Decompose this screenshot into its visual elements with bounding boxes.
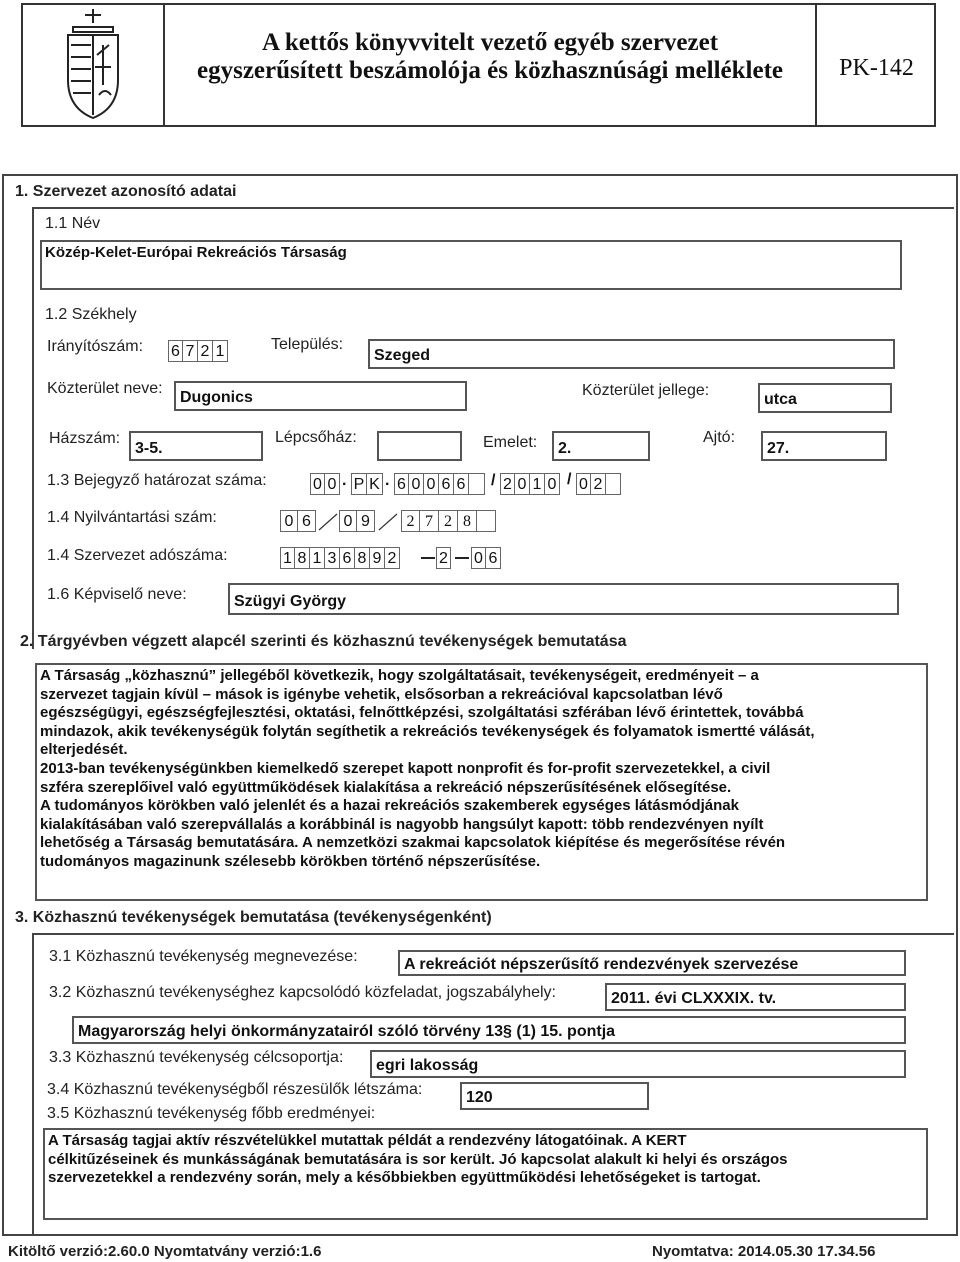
reg-digit: 9 — [357, 510, 375, 532]
decision-digit: 0 — [545, 473, 560, 495]
stair-label: Lépcsőház: — [275, 429, 357, 446]
decision-digit: 2 — [500, 473, 515, 495]
tax-digit: 8 — [355, 547, 370, 569]
decision-spacer — [469, 473, 485, 495]
q31-value: A rekreációt népszerűsítő rendezvények szervezése — [404, 956, 799, 973]
q35-line: szervezetekkel a rendezvény során, mely a későbbiekben együttműködési lehetőségeket is tartogat. — [48, 1169, 761, 1187]
rep-value: Szügyi György — [234, 593, 347, 610]
house-field[interactable] — [129, 431, 263, 461]
floor-value: 2. — [558, 440, 572, 457]
tax-dash-1 — [421, 557, 435, 559]
reg-slash-1 — [317, 510, 339, 532]
city-field[interactable] — [368, 339, 895, 369]
section2-line: mindazok, akik tevékenységük folytán segíthetik a rekreációs tevékenységek és folyamatok ismertté válását, — [40, 722, 815, 740]
street-label: Közterület neve: — [47, 380, 163, 397]
tax-digit: 1 — [310, 547, 325, 569]
zip-digit: 2 — [198, 340, 213, 362]
tax-group-1[interactable] — [280, 547, 400, 569]
form-title-line1: A kettős könyvvitelt vezető egyéb szervezet — [261, 29, 719, 56]
reg-digit: 2 — [439, 510, 458, 532]
reg-group-3[interactable] — [401, 510, 496, 532]
house-value: 3-5. — [135, 440, 163, 457]
q33-value: egri lakosság — [376, 1057, 479, 1074]
zip-field[interactable] — [168, 340, 228, 362]
q35-label: 3.5 Közhasznú tevékenység főbb eredményei: — [47, 1105, 376, 1122]
q32-field-2[interactable] — [72, 1016, 906, 1044]
tax-digit: 2 — [436, 547, 451, 569]
q31-field[interactable] — [398, 950, 906, 976]
zip-digit: 7 — [183, 340, 198, 362]
tax-digit: 9 — [370, 547, 385, 569]
door-field[interactable] — [761, 431, 887, 461]
decision-letter: K — [367, 473, 383, 495]
decision-digit: 0 — [310, 473, 325, 495]
section2-line: szféra szereplőivel való együttműködések kialakítása a rekreáció népszerűsítésének elősegítése. — [40, 778, 732, 796]
footer-printed: Nyomtatva: 2014.05.30 17.34.56 — [652, 1243, 876, 1260]
decision-digit: 0 — [515, 473, 530, 495]
tax-dash-2 — [455, 557, 469, 559]
section2-line: A tudományos körökben való jelenlét és a hazai rekreációs szakemberek egységes látásmódjának — [40, 797, 739, 815]
decision-group-1[interactable] — [310, 473, 340, 495]
floor-label: Emelet: — [483, 434, 538, 451]
section2-line: 2013-ban tevékenységünkben kiemelkedő szerepet kapott nonprofit és for-profit szervezetekkel, a civil — [40, 759, 771, 777]
rep-field[interactable] — [228, 583, 899, 615]
q34-field[interactable] — [460, 1082, 649, 1110]
city-label: Település: — [271, 336, 344, 353]
q35-line: célkitűzéseinek és munkásságának bemutatására is sor került. Jó kapcsolat alakult ki helyi és országos — [48, 1150, 788, 1168]
tax-label: 1.4 Szervezet adószáma: — [47, 547, 228, 564]
section2-line: lehetőség a Társaság bemutatására. A nemzetközi szakmai kapcsolatok kiépítése és megerősítése révén — [40, 834, 786, 852]
decision-group-2[interactable] — [351, 473, 383, 495]
q34-value: 120 — [466, 1089, 493, 1106]
street-type-field[interactable] — [758, 383, 892, 413]
section2-text — [40, 667, 926, 872]
footer-version: Kitöltő verzió:2.60.0 Nyomtatvány verzió:1.6 — [8, 1243, 322, 1260]
tax-digit: 2 — [385, 547, 400, 569]
door-label: Ajtó: — [703, 429, 736, 446]
section2-line: elterjedését. — [40, 741, 128, 759]
decision-dot-1: . — [342, 472, 347, 489]
decision-digit: 6 — [454, 473, 469, 495]
zip-label: Irányítószám: — [47, 338, 144, 355]
door-value: 27. — [767, 440, 790, 457]
street-type-label: Közterület jellege: — [582, 382, 710, 399]
decision-digit: 2 — [591, 473, 606, 495]
zip-digit: 1 — [213, 340, 228, 362]
q32-label: 3.2 Közhasznú tevékenységhez kapcsolódó közfeladat, jogszabályhely: — [49, 984, 556, 1001]
q32-field[interactable] — [605, 983, 906, 1011]
decision-digit: 0 — [576, 473, 591, 495]
section2-text-field[interactable] — [35, 663, 928, 901]
tax-digit: 6 — [486, 547, 501, 569]
section2-line: A Társaság „közhasznú” jellegéből következik, hogy szolgáltatásait, tevékenységeit, eredményeit – a — [40, 667, 759, 684]
tax-group-2[interactable] — [436, 547, 451, 569]
reg-slash-2 — [377, 510, 399, 532]
city-value: Szeged — [374, 347, 431, 364]
decision-group-4[interactable] — [500, 473, 560, 495]
section1-heading: 1. Szervezet azonosító adatai — [15, 183, 237, 200]
form-header — [21, 3, 936, 127]
section2-line: egészségügyi, egészségfejlesztési, oktatási, felnőttképzési, szolgáltatási szférában lévő érintettek, továbbá — [40, 704, 804, 722]
tax-digit: 0 — [471, 547, 486, 569]
name-value: Közép-Kelet-Európai Rekreációs Társaság — [45, 244, 347, 261]
decision-slash-1: / — [491, 472, 496, 489]
decision-digit: 0 — [325, 473, 340, 495]
house-label: Házszám: — [49, 430, 121, 447]
reg-digit: 7 — [420, 510, 439, 532]
decision-digit: 6 — [439, 473, 454, 495]
section2-line: szervezet tagjain kívül – mások is igénybe vehetik, elsősorban a rekreációval kapcsolatban lévő — [40, 685, 723, 703]
reg-digit: 6 — [298, 510, 316, 532]
rep-label: 1.6 Képviselő neve: — [47, 586, 187, 603]
q32-value-2: Magyarország helyi önkormányzatairól szóló törvény 13§ (1) 15. pontja — [78, 1023, 616, 1040]
tax-group-3[interactable] — [471, 547, 501, 569]
decision-slash-2: / — [567, 471, 572, 488]
q33-label: 3.3 Közhasznú tevékenység célcsoportja: — [49, 1049, 344, 1066]
q31-label: 3.1 Közhasznú tevékenység megnevezése: — [49, 948, 358, 965]
form-code: PK-142 — [839, 55, 914, 81]
name-label: 1.1 Név — [45, 215, 101, 232]
form-code-cell — [815, 5, 936, 125]
form-title — [165, 29, 815, 85]
q35-field[interactable] — [43, 1128, 928, 1220]
zip-digit: 6 — [168, 340, 183, 362]
q35-text — [48, 1132, 926, 1188]
reg-digit: 0 — [280, 510, 298, 532]
section2-line: kialakításában való szerepvállalás a korábbinál is nagyobb hangsúlyt kapott: több rendezvényen nyílt — [40, 815, 764, 833]
q35-line: A Társaság tagjai aktív részvételükkel mutattak példát a rendezvény látogatóinak. A KERT — [48, 1132, 687, 1149]
reg-group-2[interactable] — [339, 510, 375, 532]
section2-line: tudományos magazinunk szélesebb körökben történő népszerűsítése. — [40, 852, 541, 870]
form-title-line2: egyszerűsített beszámolója és közhasznúsági melléklete — [197, 57, 783, 84]
street-type-value: utca — [764, 391, 797, 408]
floor-field[interactable] — [552, 431, 650, 461]
decision-group-5[interactable] — [576, 473, 621, 495]
decision-digit: 6 — [394, 473, 409, 495]
street-value: Dugonics — [180, 389, 253, 406]
decision-digit: 0 — [409, 473, 424, 495]
reg-digit — [477, 510, 496, 532]
decision-spacer — [606, 473, 621, 495]
tax-digit: 8 — [295, 547, 310, 569]
reg-digit: 0 — [339, 510, 357, 532]
section3-heading: 3. Közhasznú tevékenységek bemutatása (tevékenységenként) — [15, 909, 492, 926]
decision-dot-2: . — [385, 472, 390, 489]
seat-label: 1.2 Székhely — [45, 306, 137, 323]
tax-digit: 1 — [280, 547, 295, 569]
q33-field[interactable] — [370, 1050, 906, 1078]
q34-label: 3.4 Közhasznú tevékenységből részesülők létszáma: — [47, 1081, 423, 1098]
decision-group-3[interactable] — [394, 473, 485, 495]
stair-field[interactable] — [377, 431, 462, 461]
decision-label: 1.3 Bejegyző határozat száma: — [47, 472, 267, 489]
section2-heading: 2. Tárgyévben végzett alapcél szerinti és közhasznú tevékenységek bemutatása — [20, 633, 627, 650]
decision-digit: 1 — [530, 473, 545, 495]
reg-digit: 2 — [401, 510, 420, 532]
decision-letter: P — [351, 473, 367, 495]
q32-value: 2011. évi CLXXXIX. tv. — [611, 990, 777, 1007]
reg-group-1[interactable] — [280, 510, 316, 532]
street-field[interactable] — [174, 381, 467, 411]
coat-of-arms-logo — [23, 5, 165, 125]
name-field[interactable] — [40, 240, 902, 290]
reg-digit: 8 — [458, 510, 477, 532]
tax-digit: 3 — [325, 547, 340, 569]
tax-digit: 6 — [340, 547, 355, 569]
reg-label: 1.4 Nyilvántartási szám: — [47, 509, 217, 526]
decision-digit: 0 — [424, 473, 439, 495]
